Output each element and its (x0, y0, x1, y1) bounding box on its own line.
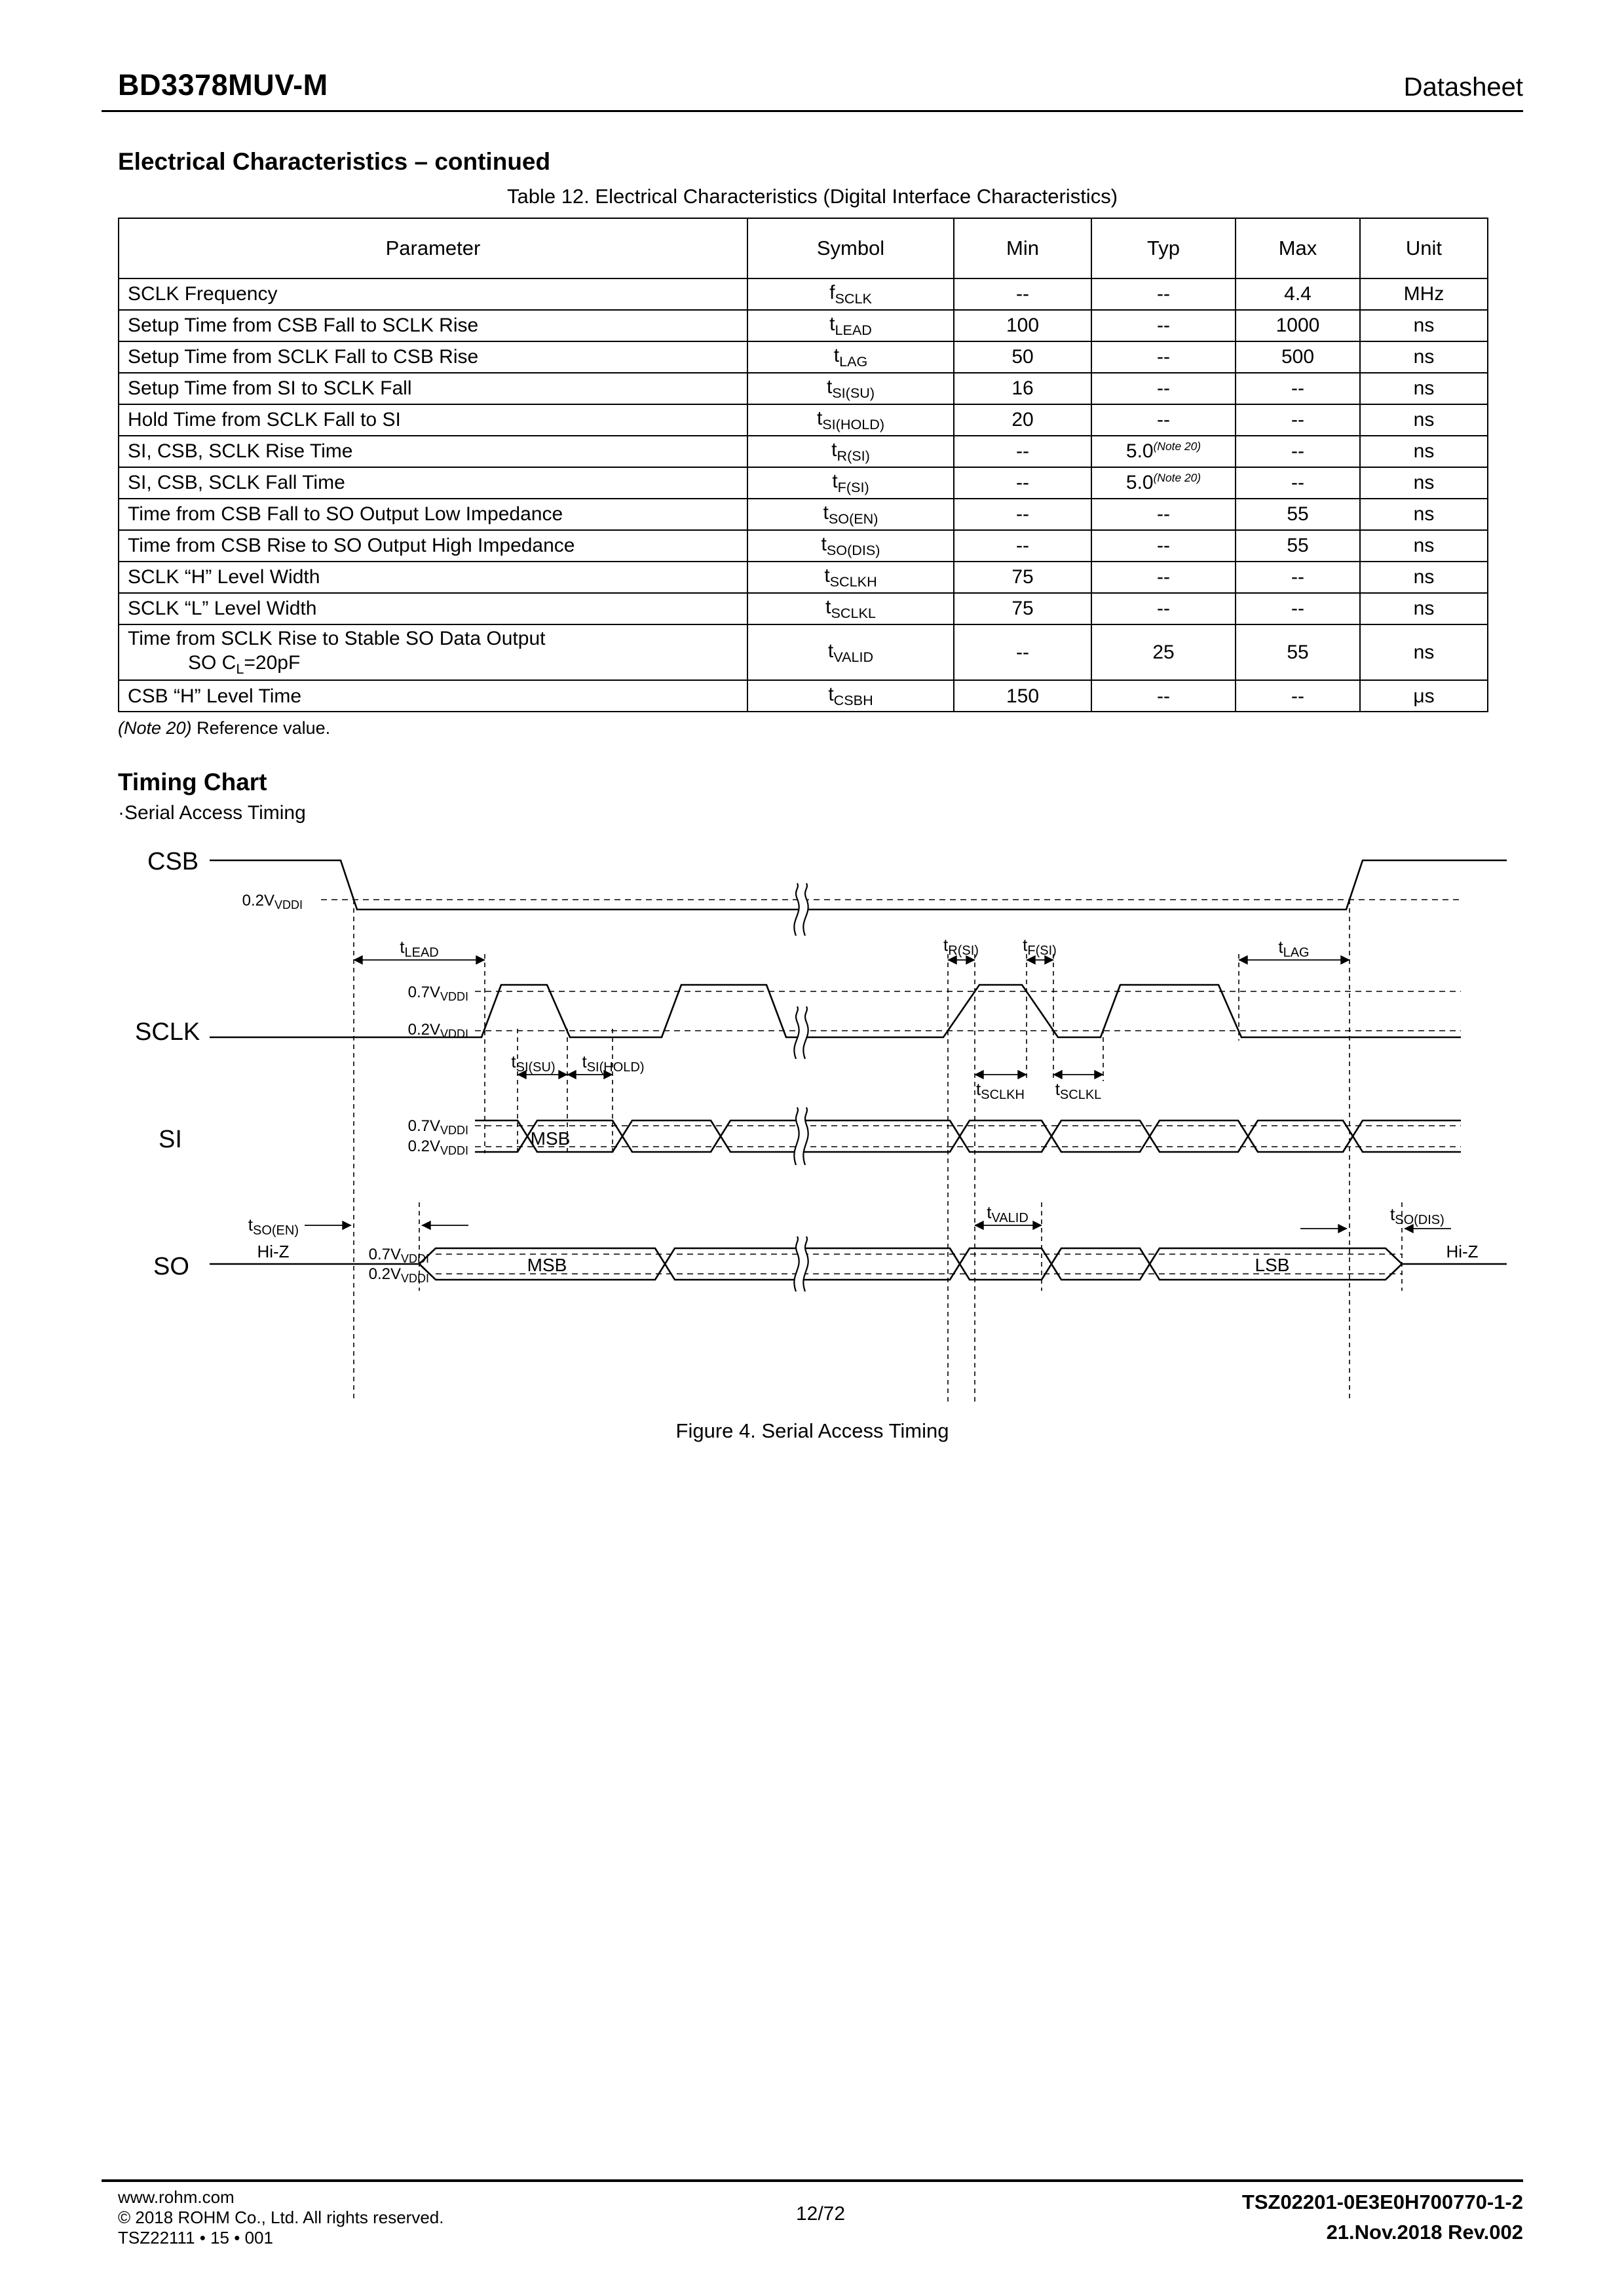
parameter-line: Hold Time from SCLK Fall to SI (128, 409, 401, 431)
so-signal-label: SO (153, 1253, 189, 1281)
column-header-min: Min (954, 218, 1091, 278)
typ-cell: 5.0$^{(Note 20)}$ (1091, 436, 1236, 467)
page-header (102, 68, 1523, 112)
so-msb-label: MSB (527, 1255, 567, 1276)
unit-cell: ns (1360, 593, 1488, 624)
parameter-line: SI, CSB, SCLK Fall Time (128, 472, 345, 494)
unit-cell: ns (1360, 562, 1488, 593)
spec-row (119, 680, 1488, 712)
parameter-cell (119, 593, 747, 624)
min-cell: -- (954, 530, 1091, 562)
spec-row (119, 310, 1488, 341)
symbol-cell: $t_{SO(DIS)}$ (747, 530, 954, 562)
min-cell: -- (954, 278, 1091, 310)
parameter-cell (119, 467, 747, 499)
csb-waveform (210, 860, 1507, 912)
typ-cell: -- (1091, 373, 1236, 404)
max-cell: -- (1236, 680, 1360, 712)
spec-row (119, 341, 1488, 373)
waveform-break-marks (794, 883, 808, 1292)
si-waveform-b (475, 1120, 1461, 1152)
typ-cell: -- (1091, 562, 1236, 593)
unit-cell: μs (1360, 680, 1488, 712)
spec-row (119, 278, 1488, 310)
unit-cell: MHz (1360, 278, 1488, 310)
typ-cell: -- (1091, 680, 1236, 712)
doc-type-label: Datasheet (1403, 73, 1523, 102)
parameter-cell (119, 624, 747, 680)
parameter-line: SCLK “L” Level Width (128, 598, 317, 620)
so-hiz-right-label: Hi-Z (1446, 1242, 1479, 1262)
max-cell: 1000 (1236, 310, 1360, 341)
typ-cell: -- (1091, 278, 1236, 310)
spec-row (119, 436, 1488, 467)
symbol-cell: $t_{VALID}$ (747, 624, 954, 680)
footer-doc-number: TSZ02201-0E3E0H700770-1-2 (1241, 2191, 1524, 2213)
max-cell: 500 (1236, 341, 1360, 373)
spec-row (119, 373, 1488, 404)
min-cell: -- (954, 499, 1091, 530)
parameter-cell (119, 310, 747, 341)
timing-diagram (118, 832, 1520, 1409)
typ-cell: 5.0$^{(Note 20)}$ (1091, 467, 1236, 499)
min-cell: 50 (954, 341, 1091, 373)
parameter-cell (119, 341, 747, 373)
max-cell: 55 (1236, 624, 1360, 680)
min-cell: 75 (954, 562, 1091, 593)
tsisu-label: $t_{SI(SU)}$ (511, 1052, 556, 1075)
section-title: Electrical Characteristics – continued (118, 148, 551, 175)
timing-subtitle: ·Serial Access Timing (118, 802, 306, 824)
max-cell: -- (1236, 562, 1360, 593)
timing-arrows (305, 960, 1451, 1229)
typ-cell: -- (1091, 499, 1236, 530)
symbol-cell: $t_{R(SI)}$ (747, 436, 954, 467)
so-level-label-02: $0.2V_{VDDI}$ (368, 1265, 429, 1286)
table-caption: Table 12. Electrical Characteristics (Digital Interface Characteristics) (506, 185, 1118, 208)
max-cell: 55 (1236, 499, 1360, 530)
tsclkh-label: $t_{SCLKH}$ (976, 1079, 1025, 1103)
parameter-cell (119, 278, 747, 310)
typ-cell: -- (1091, 593, 1236, 624)
column-header-symbol: Symbol (747, 218, 954, 278)
symbol-cell: $t_{SO(EN)}$ (747, 499, 954, 530)
page-number: 12/72 (795, 2203, 846, 2225)
page-footer (102, 2179, 1523, 2248)
table-note (118, 718, 1523, 738)
footer-website: www.rohm.com (118, 2187, 235, 2207)
symbol-cell: $t_{SI(HOLD)}$ (747, 404, 954, 436)
parameter-line: SCLK “H” Level Width (128, 566, 320, 588)
spec-row (119, 562, 1488, 593)
tsodis-label: $t_{SO(DIS)}$ (1390, 1204, 1445, 1228)
footer-copyright: © 2018 ROHM Co., Ltd. All rights reserved. (118, 2208, 444, 2227)
parameter-line: Setup Time from SI to SCLK Fall (128, 377, 412, 400)
parameter-line: Setup Time from CSB Fall to SCLK Rise (128, 315, 479, 337)
tfsi-label: $t_{F(SI)}$ (1023, 935, 1057, 959)
parameter-line: SCLK Frequency (128, 283, 278, 305)
min-cell: 75 (954, 593, 1091, 624)
break-mark-si (794, 1107, 808, 1165)
tsoen-label: $t_{SO(EN)}$ (248, 1215, 299, 1238)
part-number: BD3378MUV-M (118, 68, 328, 102)
si-level-label-02: $0.2V_{VDDI}$ (407, 1138, 468, 1158)
csb-level-label-02: $0.2V_{VDDI}$ (242, 892, 303, 912)
spec-row (119, 404, 1488, 436)
sclk-waveform (210, 985, 1461, 1037)
parameter-line: CSB “H” Level Time (128, 685, 302, 707)
tsclkl-label: $t_{SCLKL}$ (1055, 1079, 1102, 1103)
symbol-cell: $t_{F(SI)}$ (747, 467, 954, 499)
parameter-cell (119, 404, 747, 436)
spec-row (119, 624, 1488, 680)
parameter-cell (119, 499, 747, 530)
max-cell: -- (1236, 593, 1360, 624)
trsi-label: $t_{R(SI)}$ (943, 935, 979, 959)
min-cell: 20 (954, 404, 1091, 436)
spec-table-body (119, 278, 1488, 712)
symbol-cell: $t_{LEAD}$ (747, 310, 954, 341)
column-header-parameter: Parameter (119, 218, 747, 278)
symbol-cell: $t_{SCLKH}$ (747, 562, 954, 593)
sclk-level-label-07: $0.7V_{VDDI}$ (407, 984, 468, 1004)
tsihold-label: $t_{SI(HOLD)}$ (582, 1052, 645, 1075)
break-mark-so (794, 1236, 808, 1292)
footer-right-block (845, 2187, 1523, 2248)
so-hiz-left-label: Hi-Z (257, 1242, 290, 1262)
parameter-cell (119, 562, 747, 593)
typ-cell: -- (1091, 530, 1236, 562)
unit-cell: ns (1360, 467, 1488, 499)
column-header-max: Max (1236, 218, 1360, 278)
unit-cell: ns (1360, 341, 1488, 373)
parameter-line: Time from CSB Fall to SO Output Low Impedance (128, 503, 563, 526)
page-content (102, 111, 1523, 1443)
symbol-cell: $t_{LAG}$ (747, 341, 954, 373)
typ-cell: -- (1091, 341, 1236, 373)
spec-row (119, 593, 1488, 624)
waveforms (210, 860, 1507, 1280)
parameter-line: SI, CSB, SCLK Rise Time (128, 440, 353, 463)
symbol-cell: $t_{SI(SU)}$ (747, 373, 954, 404)
si-signal-label: SI (159, 1126, 182, 1154)
sclk-signal-label: SCLK (135, 1018, 200, 1046)
symbol-cell: $t_{SCLKL}$ (747, 593, 954, 624)
note-label: (Note 20) (118, 718, 192, 738)
unit-cell: ns (1360, 624, 1488, 680)
so-level-label-07: $0.7V_{VDDI}$ (368, 1246, 429, 1266)
parameter-line: SO $C_L=20pF$ (188, 652, 301, 678)
parameter-cell (119, 436, 747, 467)
unit-cell: ns (1360, 436, 1488, 467)
timing-chart-title: Timing Chart (118, 769, 267, 796)
break-mark-sclk (794, 1006, 808, 1059)
tvalid-label: $t_{VALID}$ (987, 1202, 1029, 1226)
parameter-line: Time from SCLK Rise to Stable SO Data Output (128, 627, 546, 649)
footer-revision: 21.Nov.2018 Rev.002 (1326, 2221, 1524, 2244)
max-cell: -- (1236, 467, 1360, 499)
min-cell: -- (954, 624, 1091, 680)
column-header-typ: Typ (1091, 218, 1236, 278)
figure-caption: Figure 4. Serial Access Timing (675, 1419, 949, 1443)
si-level-label-07: $0.7V_{VDDI}$ (407, 1117, 468, 1138)
parameter-line: Time from CSB Rise to SO Output High Impedance (128, 535, 575, 557)
unit-cell: ns (1360, 530, 1488, 562)
timing-reference-lines (354, 900, 1402, 1402)
typ-cell: 25 (1091, 624, 1236, 680)
typ-cell: -- (1091, 310, 1236, 341)
unit-cell: ns (1360, 499, 1488, 530)
max-cell: -- (1236, 436, 1360, 467)
tlead-label: $t_{LEAD}$ (400, 937, 439, 961)
parameter-cell (119, 680, 747, 712)
footer-columns (118, 2187, 1523, 2248)
unit-cell: ns (1360, 373, 1488, 404)
min-cell: 100 (954, 310, 1091, 341)
max-cell: 55 (1236, 530, 1360, 562)
parameter-cell (119, 373, 747, 404)
spec-row (119, 530, 1488, 562)
spec-table-header-row (119, 218, 1488, 278)
unit-cell: ns (1360, 404, 1488, 436)
max-cell: 4.4 (1236, 278, 1360, 310)
symbol-cell: $t_{CSBH}$ (747, 680, 954, 712)
min-cell: -- (954, 467, 1091, 499)
min-cell: 16 (954, 373, 1091, 404)
unit-cell: ns (1360, 310, 1488, 341)
column-header-unit: Unit (1360, 218, 1488, 278)
spec-row (119, 467, 1488, 499)
tlag-label: $t_{LAG}$ (1278, 937, 1310, 961)
min-cell: -- (954, 436, 1091, 467)
note-text: Reference value. (191, 718, 331, 738)
min-cell: 150 (954, 680, 1091, 712)
si-msb-label: MSB (530, 1128, 571, 1149)
so-lsb-label: LSB (1255, 1255, 1290, 1276)
spec-table (118, 218, 1488, 712)
parameter-line: Setup Time from SCLK Fall to CSB Rise (128, 346, 479, 368)
footer-left-block (118, 2187, 796, 2248)
typ-cell: -- (1091, 404, 1236, 436)
max-cell: -- (1236, 373, 1360, 404)
symbol-cell: $f_{SCLK}$ (747, 278, 954, 310)
sclk-level-label-02: $0.2V_{VDDI}$ (407, 1021, 468, 1041)
spec-row (119, 499, 1488, 530)
footer-doc-code: TSZ22111 • 15 • 001 (118, 2228, 273, 2248)
max-cell: -- (1236, 404, 1360, 436)
parameter-cell (119, 530, 747, 562)
csb-signal-label: CSB (147, 848, 199, 876)
